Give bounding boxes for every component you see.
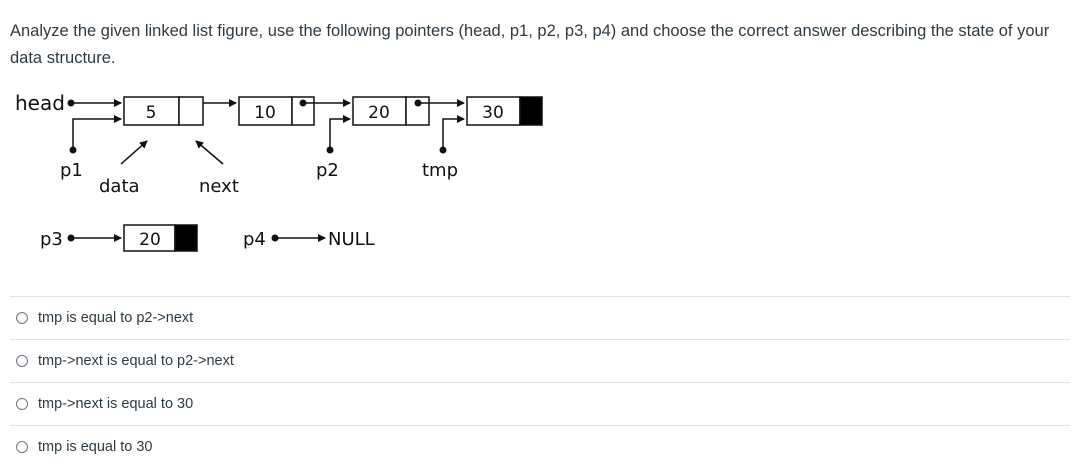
list-node-10: [239, 97, 314, 125]
answer-option[interactable]: [10, 296, 1070, 339]
null-label: NULL: [328, 229, 375, 250]
node-value: 10: [254, 103, 276, 123]
p4-label: p4: [243, 229, 266, 250]
next-field-arrow: [196, 141, 223, 164]
radio-button[interactable]: [16, 441, 28, 453]
tmp-arrow: [443, 119, 464, 150]
data-label: data: [99, 176, 140, 197]
node-value: 20: [368, 103, 390, 123]
radio-button[interactable]: [16, 398, 28, 410]
p2-arrow: [330, 119, 350, 150]
answer-label: tmp is equal to 30: [38, 439, 153, 455]
node-value: 5: [145, 103, 157, 123]
head-label: head: [15, 91, 65, 115]
list-node-30: [467, 97, 542, 125]
answer-option[interactable]: [10, 382, 1070, 425]
answer-option[interactable]: [10, 425, 1070, 468]
question-text: Analyze the given linked list figure, use the following pointers (head, p1, p2, p3, p4) and choose the correct answer describing the state of your data structure.: [10, 22, 1050, 67]
next-label: next: [199, 176, 239, 197]
answer-label: tmp is equal to p2->next: [38, 310, 194, 326]
p1-label: p1: [60, 160, 83, 181]
radio-button[interactable]: [16, 312, 28, 324]
p3-label: p3: [40, 229, 63, 250]
node-value: 30: [482, 103, 504, 123]
p1-arrow: [73, 119, 121, 150]
tmp-label: tmp: [422, 160, 459, 181]
node-value: 20: [139, 230, 161, 250]
answer-list: [10, 296, 1070, 468]
p2-label: p2: [316, 160, 339, 181]
data-field-arrow: [121, 141, 147, 164]
radio-button[interactable]: [16, 355, 28, 367]
list-node-5: [124, 97, 203, 125]
list-node-20: [353, 97, 429, 125]
answer-label: tmp->next is equal to 30: [38, 396, 194, 412]
answer-option[interactable]: [10, 339, 1070, 382]
answer-label: tmp->next is equal to p2->next: [38, 353, 234, 369]
p3-node: [124, 225, 197, 251]
